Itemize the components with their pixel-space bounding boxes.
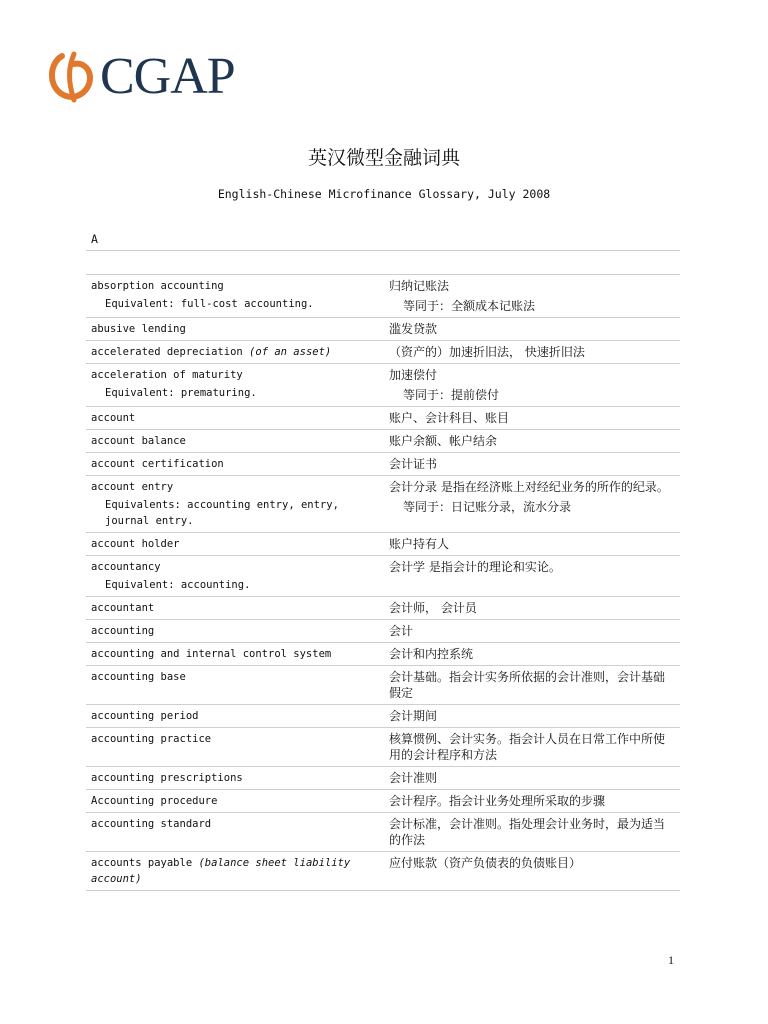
chinese-term: 账户持有人 — [389, 537, 450, 551]
term-line — [91, 278, 379, 294]
term-line — [91, 708, 379, 724]
term-line — [91, 367, 379, 383]
chinese-cell — [383, 476, 680, 532]
term-line — [91, 770, 379, 786]
chinese-term: 会计分录 是指在经济账上对经纪业务的所作的纪录。 — [389, 480, 669, 494]
glossary-row — [86, 476, 680, 533]
term-qualifier: (balance sheet liability account) — [91, 857, 351, 885]
chinese-cell — [383, 705, 680, 727]
english-term: account holder — [91, 538, 180, 550]
english-equivalent: Equivalent: full-cost accounting. — [105, 298, 314, 310]
english-term: absorption accounting — [91, 280, 224, 292]
english-term: Accounting procedure — [91, 795, 218, 807]
english-cell — [86, 275, 383, 317]
term-line — [91, 731, 379, 747]
english-term: abusive lending — [91, 323, 186, 335]
glossary-row — [86, 620, 680, 643]
document-title: 英汉微型金融词典 — [307, 147, 460, 169]
english-term: account balance — [91, 435, 186, 447]
chinese-cell — [383, 666, 680, 704]
english-cell — [86, 790, 383, 812]
glossary-row — [86, 556, 680, 597]
chinese-term: 会计 — [389, 624, 414, 638]
chinese-term: 核算惯例、会计实务。指会计人员在日常工作中所使用的会计程序和方法 — [389, 732, 666, 762]
english-term: accounting period — [91, 710, 199, 722]
term-line — [91, 600, 379, 616]
english-cell — [86, 476, 383, 532]
term-line — [91, 456, 379, 472]
chinese-cell — [383, 453, 680, 475]
english-cell — [86, 453, 383, 475]
cgap-logo — [44, 50, 235, 104]
english-cell — [86, 341, 383, 363]
english-term: accounting and internal control system — [91, 648, 332, 660]
chinese-term: （资产的）加速折旧法， 快速折旧法 — [389, 345, 585, 359]
english-term: accountancy — [91, 561, 161, 573]
english-term: accelerated depreciation — [91, 346, 243, 358]
term-line — [91, 321, 379, 337]
chinese-cell — [383, 407, 680, 429]
english-cell — [86, 597, 383, 619]
english-cell — [86, 643, 383, 665]
chinese-equivalent: 等同于：日记账分录，流水分录 — [403, 500, 572, 514]
glossary-row — [86, 767, 680, 790]
english-cell — [86, 430, 383, 452]
english-cell — [86, 620, 383, 642]
english-cell — [86, 556, 383, 596]
chinese-term: 会计证书 — [389, 457, 438, 471]
english-term: accounting standard — [91, 818, 212, 830]
chinese-term: 滥发贷款 — [389, 322, 438, 336]
term-line — [91, 559, 379, 575]
glossary-row — [86, 453, 680, 476]
chinese-cell — [383, 533, 680, 555]
chinese-term: 会计期间 — [389, 709, 438, 723]
chinese-term: 会计师， 会计员 — [389, 601, 477, 615]
glossary-row — [86, 430, 680, 453]
english-cell — [86, 407, 383, 429]
glossary-table — [86, 275, 680, 891]
english-term: accounting — [91, 625, 155, 637]
term-line — [91, 646, 379, 662]
term-line — [91, 410, 379, 426]
glossary-row — [86, 813, 680, 852]
chinese-cell — [383, 556, 680, 596]
english-cell — [86, 364, 383, 406]
term-line — [91, 536, 379, 552]
english-term: accountant — [91, 602, 155, 614]
english-equivalent: Equivalent: accounting. — [105, 579, 251, 591]
chinese-term: 会计和内控系统 — [389, 647, 474, 661]
chinese-term: 会计标准，会计准则。指处理会计业务时，最为适当的作法 — [389, 817, 666, 847]
chinese-cell — [383, 790, 680, 812]
glossary-row — [86, 852, 680, 891]
english-term: account — [91, 412, 136, 424]
english-term: acceleration of maturity — [91, 369, 243, 381]
logo-text: CGAP — [100, 48, 235, 105]
chinese-cell — [383, 275, 680, 317]
term-line — [91, 793, 379, 809]
chinese-term: 会计基础。指会计实务所依据的会计准则，会计基础假定 — [389, 670, 666, 700]
english-term: accounting base — [91, 671, 186, 683]
term-line — [91, 623, 379, 639]
glossary-row — [86, 728, 680, 767]
term-line — [91, 433, 379, 449]
english-equivalent: Equivalents: accounting entry, entry, journal entry. — [105, 499, 339, 527]
chinese-term: 会计程序。指会计业务处理所采取的步骤 — [389, 794, 606, 808]
glossary-row — [86, 666, 680, 705]
english-cell — [86, 533, 383, 555]
glossary-row — [86, 533, 680, 556]
cgap-mark-icon — [44, 50, 98, 104]
chinese-equivalent: 等同于：全额成本记账法 — [403, 299, 536, 313]
chinese-term: 账户余额、帐户结余 — [389, 434, 498, 448]
chinese-cell — [383, 767, 680, 789]
chinese-term: 会计学 是指会计的理论和实论。 — [389, 560, 561, 574]
chinese-term: 加速偿付 — [389, 368, 438, 382]
glossary-row — [86, 790, 680, 813]
chinese-cell — [383, 430, 680, 452]
english-cell — [86, 852, 383, 890]
english-cell — [86, 813, 383, 851]
chinese-cell — [383, 643, 680, 665]
glossary-row — [86, 275, 680, 318]
english-term: accounts payable — [91, 857, 193, 869]
chinese-term: 会计准则 — [389, 771, 438, 785]
glossary-row — [86, 341, 680, 364]
section-letter: A — [91, 232, 98, 246]
glossary-row — [86, 643, 680, 666]
chinese-cell — [383, 597, 680, 619]
chinese-equivalent: 等同于：提前偿付 — [403, 388, 500, 402]
chinese-term: 应付账款（资产负债表的负债账目） — [389, 856, 582, 870]
term-qualifier: (of an asset) — [249, 346, 332, 358]
glossary-row — [86, 318, 680, 341]
english-equivalent: Equivalent: prematuring. — [105, 387, 257, 399]
glossary-row — [86, 407, 680, 430]
section-rule — [86, 250, 680, 251]
chinese-cell — [383, 364, 680, 406]
document-subtitle: English-Chinese Microfinance Glossary, July 2008 — [217, 187, 551, 201]
chinese-cell — [383, 341, 680, 363]
term-line — [91, 669, 379, 685]
glossary-row — [86, 705, 680, 728]
english-cell — [86, 666, 383, 704]
english-cell — [86, 705, 383, 727]
chinese-cell — [383, 620, 680, 642]
english-cell — [86, 728, 383, 766]
chinese-cell — [383, 852, 680, 890]
chinese-cell — [383, 318, 680, 340]
english-cell — [86, 767, 383, 789]
english-term: account entry — [91, 481, 174, 493]
term-line — [91, 479, 379, 495]
term-line — [91, 816, 379, 832]
english-term: accounting practice — [91, 733, 212, 745]
english-term: account certification — [91, 458, 224, 470]
glossary-row — [86, 597, 680, 620]
page-number: 1 — [668, 953, 674, 967]
term-line — [91, 855, 379, 887]
glossary-row — [86, 364, 680, 407]
chinese-term: 账户、会计科目、账目 — [389, 411, 510, 425]
term-line — [91, 344, 379, 360]
english-cell — [86, 318, 383, 340]
chinese-cell — [383, 813, 680, 851]
chinese-cell — [383, 728, 680, 766]
english-term: accounting prescriptions — [91, 772, 243, 784]
chinese-term: 归纳记账法 — [389, 279, 450, 293]
